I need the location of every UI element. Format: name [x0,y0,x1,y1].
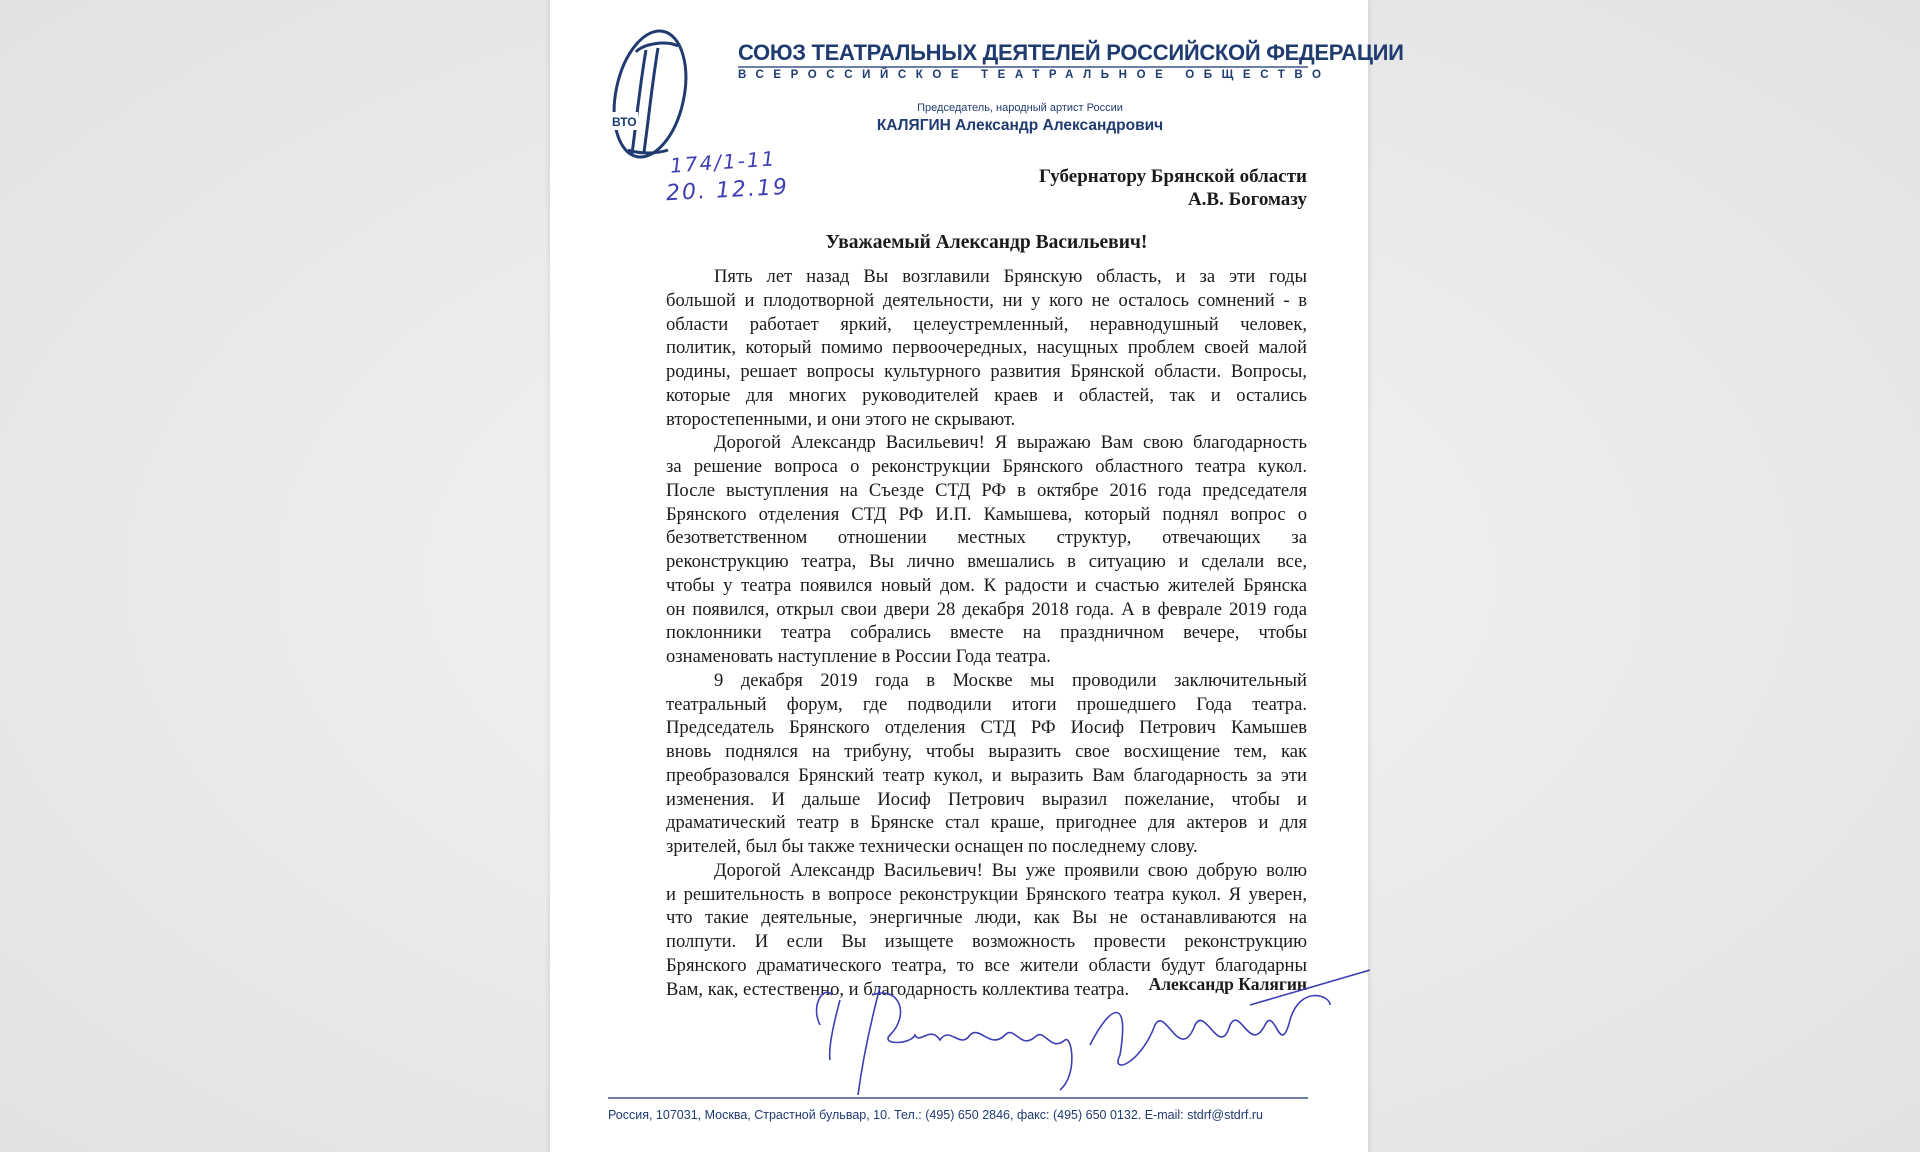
text-line: вновь поднялся на трибуну, чтобы выразить свое восхищение тем, как [666,741,1307,762]
text-line: которые для многих руководителей краев и областей, так и остались [666,384,1307,406]
text-line: зрителей, был бы также технически оснащен по последнему слову. [666,836,1198,857]
text-line: преобразовался Брянский театр кукол, и выразить Вам благодарность за эти [666,764,1307,786]
text-line: области работает яркий, целеустремленный, неравнодушный человек, [666,313,1307,335]
chairman-name: КАЛЯГИН Александр Александрович [876,117,1164,134]
logo-text: ВТО [612,115,637,129]
text-line: чтобы у театра появился новый дом. К радости и счастью жителей Брянска [666,574,1307,596]
text-line: Председатель Брянского отделения СТД РФ Иосиф Петрович Камышев [666,717,1307,739]
text-line: он появился, открыл свои двери 28 декабря 2018 года. А в феврале 2019 года [666,598,1307,620]
text-line: театральный форум, где подводили итоги прошедшего Года театра. [666,693,1307,715]
text-line: 9 декабря 2019 года в Москве мы проводили заключительный [714,669,1307,691]
text-line: Вам, как, естественно, и благодарность коллектива театра. [666,978,1130,1000]
text-line: за решение вопроса о реконструкции Брянского областного театра кукол. [666,456,1307,477]
footer-contacts: Россия, 107031, Москва, Страстной бульвар, 10. Тел.: (495) 650 2846, факс: (495) 650 0132. E-mail: stdrf@stdrf.ru [608,1108,1263,1122]
signer-name: Александр Калягин [1148,974,1307,994]
text-line: безответственном отношении местных структур, отвечающих за [666,527,1307,549]
letter-body [666,265,1307,1001]
text-line: большой и плодотворной деятельности, ни у кого не осталось сомнений - в [666,289,1307,311]
organization-name: СОЮЗ ТЕАТРАЛЬНЫХ ДЕЯТЕЛЕЙ РОССИЙСКОЙ ФЕДЕРАЦИИ [738,40,1404,65]
text-line: ознаменовать наступление в России Года театра. [666,646,1051,667]
text-line: поклонники театра собрались вместе на праздничном вечере, чтобы [666,622,1307,644]
text-line: что такие деятельные, энергичные люди, как Вы не останавливаются на [666,907,1307,929]
text-line: Брянского драматического театра, то все жители области будут благодарны [666,954,1307,976]
text-line: Брянского отделения СТД РФ И.П. Камышева, который поднял вопрос о [666,503,1307,525]
text-line: изменения. И дальше Иосиф Петрович выразил пожелание, чтобы и [666,788,1307,810]
text-line: политик, который помимо первоочередных, насущных проблем своей малой [666,337,1307,359]
registration-number: 174/1-11 [669,146,778,178]
organization-subtitle: ВСЕРОССИЙСКОЕ ТЕАТРАЛЬНОЕ ОБЩЕСТВО [738,69,1331,81]
text-line: Дорогой Александр Васильевич! Я выражаю Вам свою благодарность [714,432,1307,454]
text-line: Дорогой Александр Васильевич! Вы уже проявили свою добрую волю [714,859,1307,881]
text-line: Пять лет назад Вы возглавили Брянскую область, и за эти годы [714,266,1307,287]
text-line: второстепенными, и они этого не скрывают. [666,408,1016,430]
addressee-line-2: А.В. Богомазу [1187,189,1307,210]
letter-page [550,0,1404,1152]
greeting: Уважаемый Александр Васильевич! [825,232,1148,253]
paragraph [666,265,1307,431]
text-line: полпути. И если Вы изыщете возможность провести реконструкцию [666,931,1307,952]
footer-divider [608,1097,1308,1099]
paragraph [666,669,1307,859]
text-line: реконструкцию театра, Вы лично вмешались в ситуацию и сделали все, [666,551,1307,572]
text-line: После выступления на Съезде СТД РФ в октябре 2016 года председателя [666,479,1307,501]
vto-logo [606,24,690,164]
text-line: и решительность в вопросе реконструкции Брянского театра кукол. Я уверен, [666,883,1307,905]
addressee-line-1: Губернатору Брянской области [1038,166,1307,187]
chairman-title: Председатель, народный артист России [917,102,1123,114]
handwritten-signature [810,965,1370,1100]
paragraph [666,431,1307,669]
text-line: драматический театр в Брянске стал краше, пригоднее для актеров и для [666,812,1307,834]
header-divider [738,66,1308,68]
text-line: родины, решает вопросы культурного развития Брянской области. Вопросы, [666,361,1307,382]
registration-date: 20. 12.19 [665,174,790,207]
